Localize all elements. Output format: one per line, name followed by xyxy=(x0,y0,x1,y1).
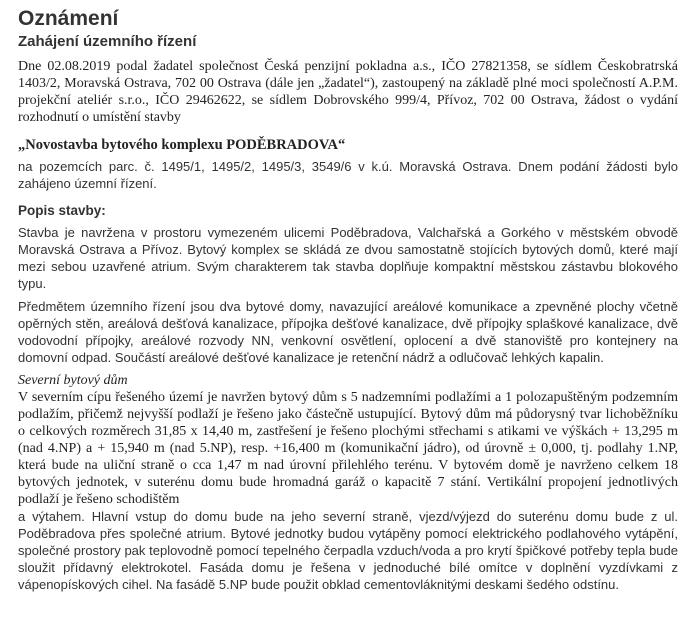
description-paragraph-3b: a výtahem. Hlavní vstup do domu bude na jeho severní straně, vjezd/výjezd do suterénu domu bude z ul. Poděbradova přes společné atrium. Bytové jednotky budou vytápěny pomocí elektrického podlahového vytápění, společné prostory pak teplovodně pomocí tepelného čerpadla vzduch/voda a pro krytí špičkové potřeby tepla bude sloužit přídavný elektrokotel. Fasáda domu je řešena v jednoduché bílé omítce v doplnění vyzdívkami z vápenopískových cihel. Na fasádě 5.NP bude použit obklad cementovláknitými deskami šedého odstínu. xyxy=(18,509,678,592)
announcement-document xyxy=(18,6,678,593)
section-heading: Popis stavby: xyxy=(18,203,106,218)
project-name: „Novostavba bytového komplexu PODĚBRADOVA“ xyxy=(18,137,346,153)
description-paragraph-1: Stavba je navržena v prostoru vymezeném ulicemi Poděbradova, Valchařská a Gorkého v městském obvodě Moravská Ostrava a Přívoz. Bytový komplex se skládá ze dvou samostatně stojících bytových domů, které mají mezi sebou uzavřené atrium. Svým charakterem tak stavba doplňuje kompaktní městskou zástavbu blokového typu. xyxy=(18,225,678,291)
project-location: na pozemcích parc. č. 1495/1, 1495/2, 1495/3, 3549/6 v k.ú. Moravská Ostrava. Dnem podání žádosti bylo zahájeno územní řízení. xyxy=(18,159,678,191)
subsection-heading: Severní bytový dům xyxy=(18,373,128,388)
description-paragraph-2: Předmětem územního řízení jsou dva bytové domy, navazující areálové komunikace a zpevněné plochy včetně opěrných stěn, areálová dešťová kanalizace, přípojka dešťové kanalizace, dvě přípojky splaškové kanalizace, dvě vodovodní přípojky, areálové rozvody NN, venkovní osvětlení, oplocení a dvě stanoviště pro kontejnery na domovní odpad. Součástí areálové dešťové kanalizace je retenční nádrž a odlučovač lehkých kapalin. xyxy=(18,299,678,365)
intro-paragraph: Dne 02.08.2019 podal žadatel společnost Česká penzijní pokladna a.s., IČO 27821358, se sídlem Českobratrská 1403/2, Moravská Ostrava, 702 00 Ostrava (dále jen „žadatel“), zastoupený na základě plné moci společností A.P.M. projekční ateliér s.r.o., IČO 29462622, se sídlem Dobrovského 999/4, Přívoz, 702 00 Ostrava, žádost o vydání rozhodnutí o umístění stavby xyxy=(18,59,678,125)
page-title: Oznámení xyxy=(18,7,119,30)
page-subtitle: Zahájení územního řízení xyxy=(18,33,197,50)
description-paragraph-3a: V severním cípu řešeného území je navržen bytový dům s 5 nadzemními podlažími a 1 polozapuštěným podzemním podlažím, přičemž nejvyšší podlaží je řešeno jako částečně ustupující. Bytový dům má půdorysný tvar lichoběžníku o celkových rozměrech 31,85 x 14,40 m, zastřešení je řešeno plochými střechami s atikami ve výškách + 13,295 m (nad 4.NP) a + 15,940 m (nad 5.NP), resp. +16,400 m (komunikační jádro), od úrovně ± 0,000, tj. podlahy 1.NP, která bude na uliční straně o cca 1,47 m nad úrovní přilehlého terénu. V bytovém domě je navrženo celkem 18 bytových jednotek, v suterénu domu bude hromadná garáž o kapacitě 7 stání. Vertikální propojení jednotlivých podlaží je řešeno schodištěm xyxy=(18,390,678,507)
